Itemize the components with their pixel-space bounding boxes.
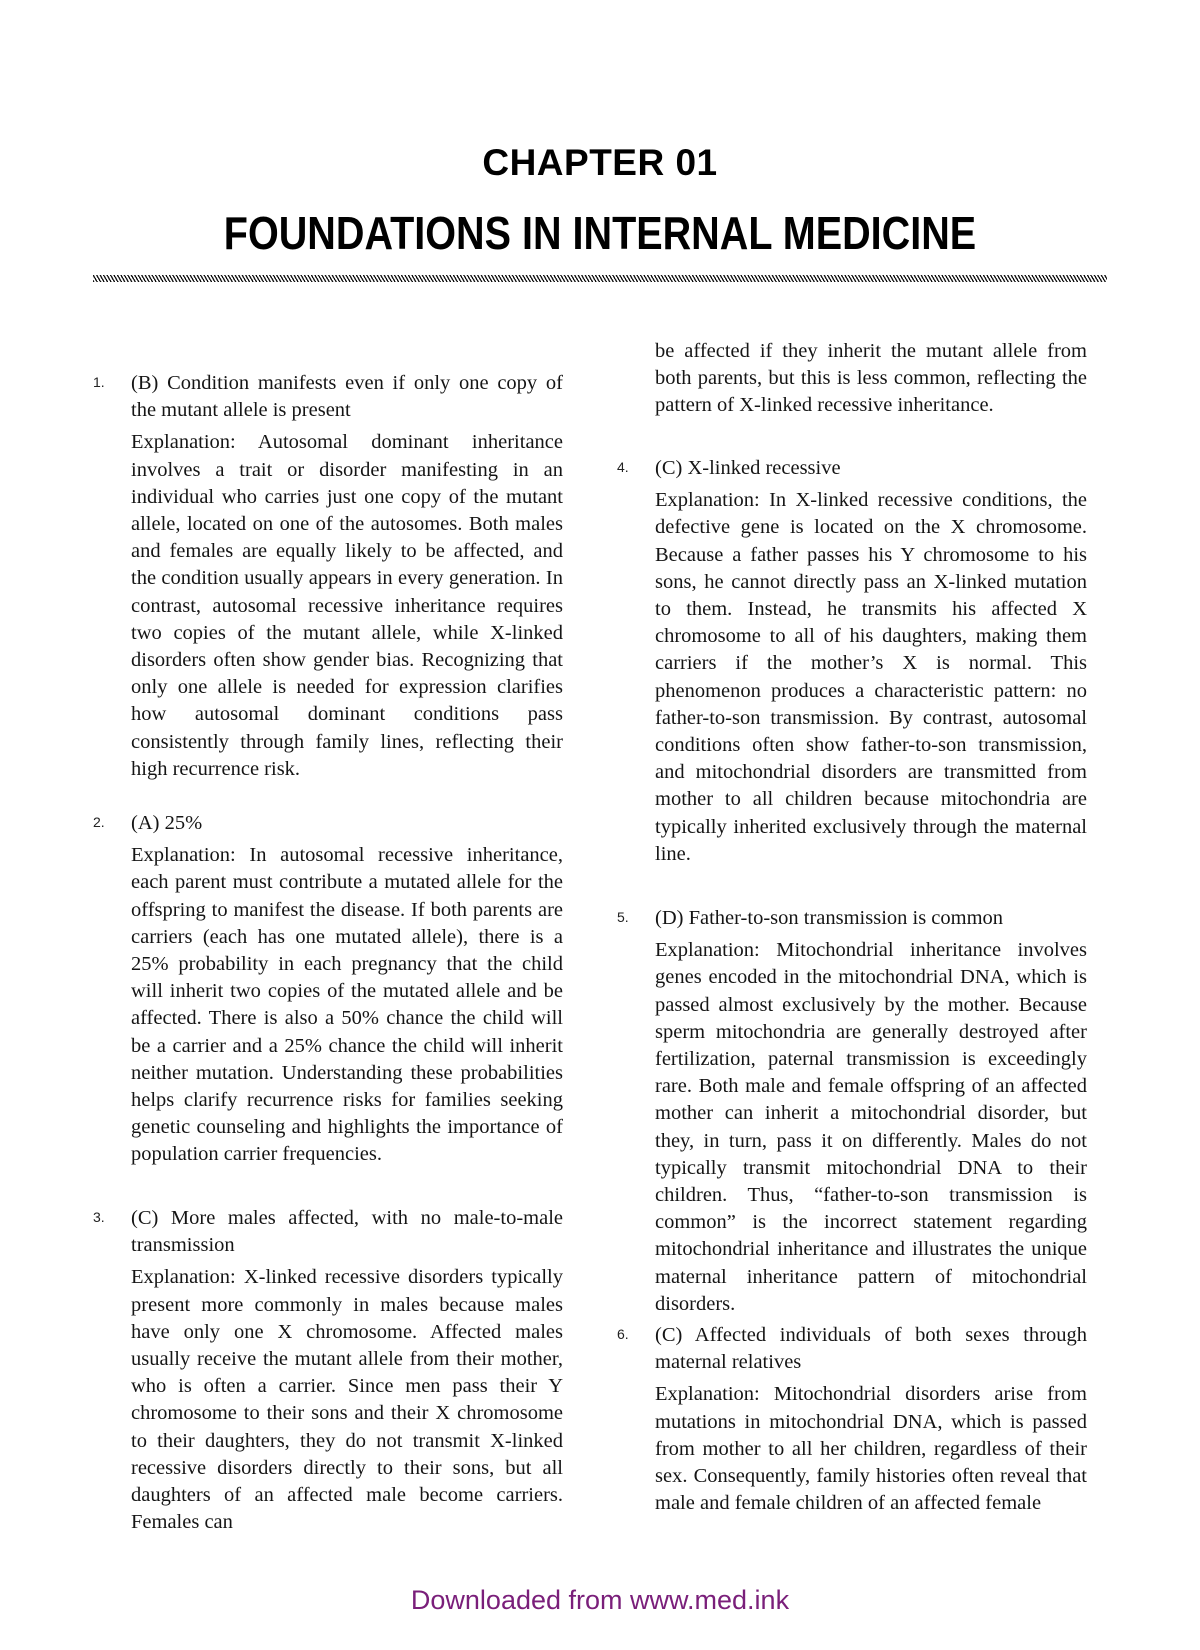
explanation-text: Explanation: Mitochondrial inheritance involves genes encoded in the mitochondrial DNA, which is passed almost exclusively by the mother. Because sperm mitochondria are generally destroyed after fertilization, paternal transmission is exceedingly rare. Both male and female offspring of an affected mother can inherit a mitochondrial disorder, but they, in turn, pass it on differently. Males do not typically transmit mitochondrial DNA to their children. Thus, “father-to-son transmission is common” is the incorrect statement regarding mitochondrial inheritance and illustrates the unique maternal inheritance pattern of mitochondrial disorders. <box>655 939 1087 1315</box>
answer-item-1 <box>93 370 563 783</box>
explanation-text: Explanation: Autosomal dominant inheritance involves a trait or disorder manifesting in an individual who carries just one copy of the mutant allele, located on one of the autosomes. Both males and females are equally likely to be affected, and the condition usually appears in every generation. In contrast, autosomal recessive inheritance requires two copies of the mutant allele, while X-linked disorders often show gender bias. Recognizing that only one allele is needed for expression clarifies how autosomal dominant conditions pass consistently through family lines, reflecting their high recurrence risk. <box>131 431 563 780</box>
answer-item-4 <box>617 455 1087 868</box>
item-number: 4. <box>617 459 629 475</box>
answer-item-2 <box>93 810 563 1169</box>
chapter-number: CHAPTER 01 <box>482 142 718 183</box>
answer-item-5 <box>617 905 1087 1318</box>
continued-text <box>617 338 1087 420</box>
explanation-text: Explanation: X-linked recessive disorders typically present more commonly in males because males have only one X chromosome. Affected males usually receive the mutant allele from their mother, who is often a carrier. Since men pass their Y chromosome to their sons and their X chromosome to their daughters, they do not transmit X-linked recessive disorders directly to their sons, but all daughters of an affected male become carriers. Females can <box>131 1266 563 1534</box>
answer-text: (A) 25% <box>131 812 203 834</box>
answer-text: (C) X-linked recessive <box>655 457 841 479</box>
answer-text: (D) Father-to-son transmission is common <box>655 907 1004 929</box>
download-source-link[interactable]: Downloaded from www.med.ink <box>410 1585 790 1615</box>
continuation-paragraph: be affected if they inherit the mutant allele from both parents, but this is less common, reflecting the pattern of X-linked recessive inheritance. <box>655 340 1087 417</box>
explanation-text: Explanation: In X-linked recessive conditions, the defective gene is located on the X chromosome. Because a father passes his Y chromosome to his sons, he cannot directly pass an X-linked mutation to them. Instead, he transmits his affected X chromosome to all of his daughters, making them carriers if the mother’s X is normal. This phenomenon produces a characteristic pattern: no father-to-son transmission. By contrast, autosomal conditions often show father-to-son transmission, and mitochondrial disorders are transmitted from mother to all children because mitochondria are typically inherited exclusively through the maternal line. <box>655 489 1087 865</box>
explanation-text: Explanation: In autosomal recessive inheritance, each parent must contribute a mutated allele for the offspring to manifest the disease. If both parents are carriers (each has one mutated allele), there is a 25% probability in each pregnancy that the child will inherit two copies of the mutated allele and be affected. There is also a 50% chance the child will be a carrier and a 25% chance the child will inherit neither mutation. Understanding these probabilities helps clarify recurrence risks for families seeking genetic counseling and highlights the importance of population carrier frequencies. <box>131 844 563 1166</box>
item-number: 2. <box>93 814 105 830</box>
answer-item-6 <box>617 1322 1087 1517</box>
answer-text: (C) More males affected, with no male-to-male transmission <box>131 1207 563 1257</box>
item-number: 1. <box>93 374 105 390</box>
chapter-title: FOUNDATIONS IN INTERNAL MEDICINE <box>223 207 977 259</box>
hatched-divider <box>93 275 1107 282</box>
answer-item-3 <box>93 1205 563 1536</box>
item-number: 6. <box>617 1326 629 1342</box>
answer-text: (B) Condition manifests even if only one copy of the mutant allele is present <box>131 372 563 422</box>
answer-text: (C) Affected individuals of both sexes through maternal relatives <box>655 1324 1087 1374</box>
item-number: 3. <box>93 1209 105 1225</box>
item-number: 5. <box>617 909 629 925</box>
explanation-text: Explanation: Mitochondrial disorders arise from mutations in mitochondrial DNA, which is passed from mother to all her children, regardless of their sex. Consequently, family histories often reveal that male and female children of an affected female <box>655 1383 1087 1515</box>
